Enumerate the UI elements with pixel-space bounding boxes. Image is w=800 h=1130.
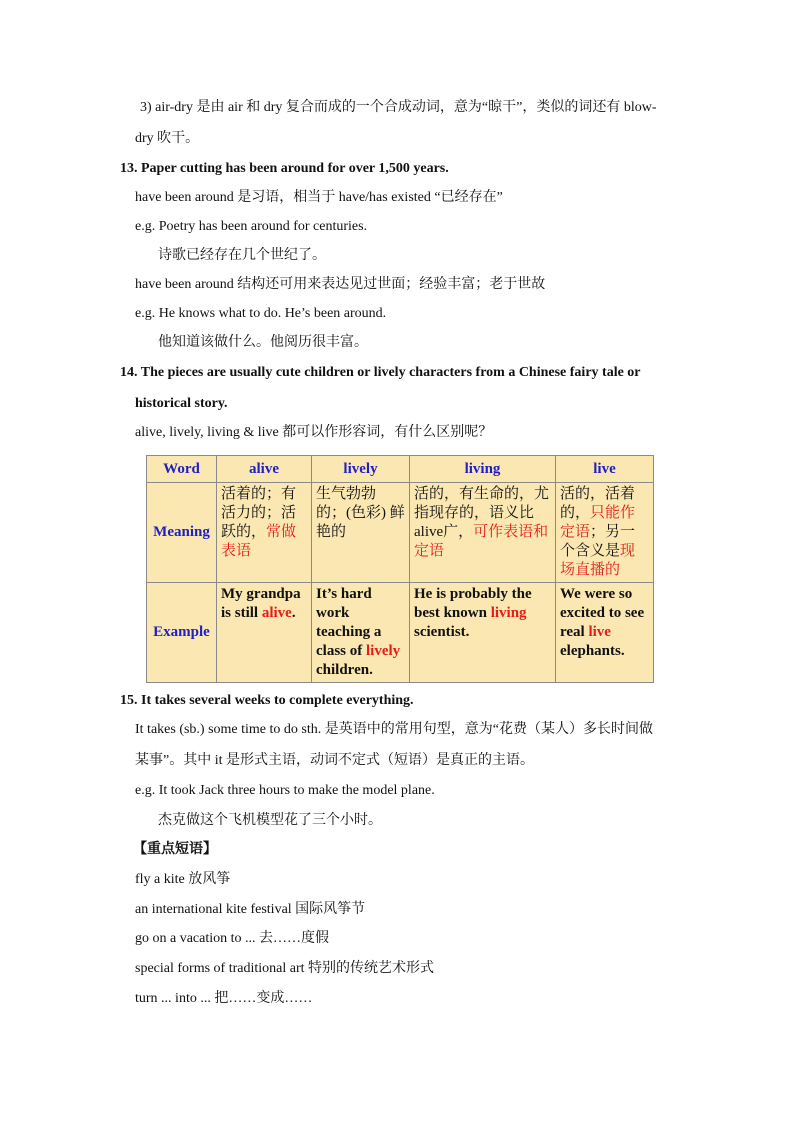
- highlight-text: 可作表语和定语: [414, 524, 549, 559]
- text-line: e.g. He knows what to do. He’s been around.: [135, 306, 387, 321]
- cell-text: scientist.: [414, 624, 470, 640]
- text-line: 某事”。其中 it 是形式主语，动词不定式（短语）是真正的主语。: [135, 753, 534, 768]
- header-live: live: [556, 456, 654, 483]
- example-label: Example: [147, 583, 217, 683]
- text-line: fly a kite 放风筝: [135, 872, 231, 887]
- text-line: alive, lively, living & live 都可以作形容词，有什么区别呢？: [135, 425, 493, 440]
- meaning-cell-alive: [217, 483, 312, 583]
- text-line: 13. Paper cutting has been around for over 1,500 years.: [120, 161, 449, 176]
- cell-text: 活的，活着的，: [560, 486, 636, 521]
- text-line: have been around 是习语，相当于 have/has existed “已经存在”: [135, 190, 503, 205]
- text-line: 14. The pieces are usually cute children or lively characters from a Chinese fairy tale or: [120, 365, 641, 380]
- cell-text: It’s hard work teaching a class of: [316, 586, 382, 659]
- cell-text: 活的，有生命的，尤指现存的，语义比alive广，: [414, 486, 550, 540]
- text-line: dry 吹干。: [135, 131, 200, 146]
- text-line: 15. It takes several weeks to complete everything.: [120, 693, 414, 708]
- cell-text: He is probably the best known: [414, 586, 532, 621]
- text-line: 诗歌已经存在几个世纪了。: [158, 248, 326, 263]
- highlight-text: 现场直播的: [560, 543, 636, 578]
- table-meaning-row: [147, 483, 654, 583]
- text-line: It takes (sb.) some time to do sth. 是英语中的常用句型，意为“花费（某人）多长时间做: [135, 722, 653, 737]
- highlight-text: living: [490, 605, 527, 621]
- highlight-text: alive: [261, 605, 292, 621]
- text-line: 3) air-dry 是由 air 和 dry 复合而成的一个合成动词，意为“晾干”，类似的词还有 blow-: [140, 100, 657, 115]
- text-line: 他知道该做什么。他阅历很丰富。: [158, 335, 368, 350]
- header-word: Word: [147, 456, 217, 483]
- text-line: e.g. It took Jack three hours to make the model plane.: [135, 783, 435, 798]
- cell-text: We were so excited to see real: [560, 586, 645, 640]
- highlight-text: lively: [366, 643, 401, 659]
- example-cell-lively: [312, 583, 410, 683]
- meaning-cell-live: [556, 483, 654, 583]
- example-cell-alive: [217, 583, 312, 683]
- text-line: 【重点短语】: [133, 842, 217, 857]
- meaning-cell-lively: [312, 483, 410, 583]
- cell-text: ；另一个含义是: [560, 524, 636, 559]
- text-line: turn ... into ... 把……变成……: [135, 991, 313, 1006]
- text-line: e.g. Poetry has been around for centuries.: [135, 219, 368, 234]
- highlight-text: 常做表语: [221, 524, 297, 559]
- highlight-text: 只能作定语: [560, 505, 636, 540]
- meaning-label: Meaning: [147, 483, 217, 583]
- header-living: living: [410, 456, 556, 483]
- text-line: have been around 结构还可用来表达见过世面；经验丰富；老于世故: [135, 277, 546, 292]
- cell-text: elephants.: [560, 643, 625, 659]
- table-header-row: [147, 456, 654, 483]
- text-line: go on a vacation to ... 去……度假: [135, 931, 330, 946]
- cell-text: My grandpa is still: [221, 586, 301, 621]
- header-alive: alive: [217, 456, 312, 483]
- cell-text: 生气勃勃的；(色彩) 鲜艳的: [316, 486, 405, 540]
- table-example-row: [147, 583, 654, 683]
- header-lively: lively: [312, 456, 410, 483]
- highlight-text: live: [588, 624, 611, 640]
- cell-text: children.: [316, 662, 373, 678]
- cell-text: 活着的；有活力的；活跃的，: [221, 486, 297, 540]
- text-line: an international kite festival 国际风筝节: [135, 902, 366, 917]
- example-cell-live: [556, 583, 654, 683]
- example-cell-living: [410, 583, 556, 683]
- text-line: 杰克做这个飞机模型花了三个小时。: [158, 813, 382, 828]
- text-line: historical story.: [135, 396, 228, 411]
- meaning-cell-living: [410, 483, 556, 583]
- cell-text: .: [291, 605, 296, 621]
- text-line: special forms of traditional art 特别的传统艺术形式: [135, 961, 434, 976]
- word-comparison-table: [146, 455, 654, 683]
